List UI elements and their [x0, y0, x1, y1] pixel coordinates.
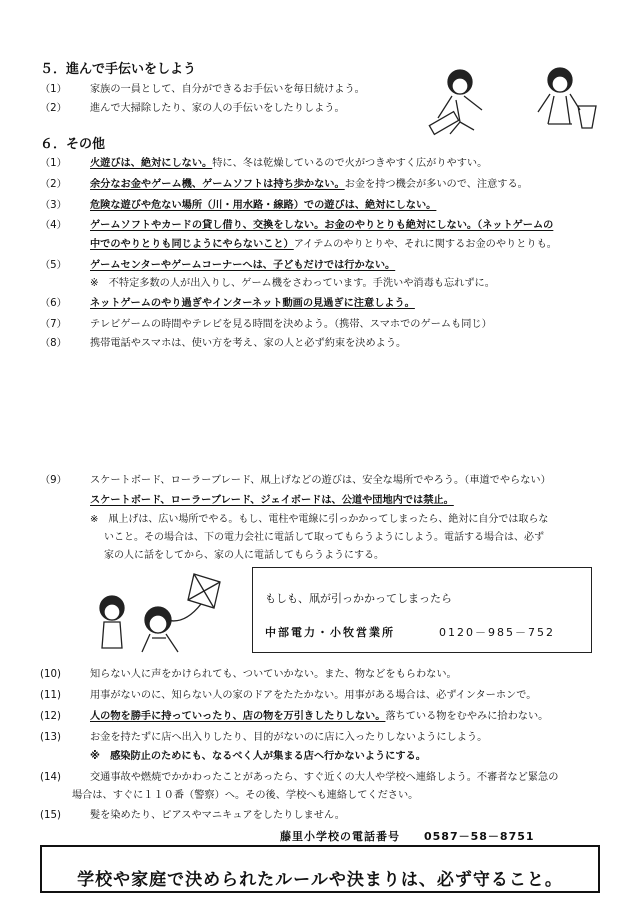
rule-banner — [40, 845, 600, 893]
contact-line1: もしも、凧が引っかかってしまったら — [265, 592, 452, 605]
contact-box — [252, 567, 592, 653]
kite-note-3: 家の人に話をしてから、家の人に電話してもらうようにする。 — [104, 550, 384, 561]
kids-helping-illustration — [420, 60, 610, 140]
contact-phone: 0120－985－752 — [439, 626, 555, 639]
section5-heading: ５．進んで手伝いをしよう — [40, 62, 197, 77]
section6-heading: ６．その他 — [40, 137, 106, 152]
rule-text: 学校や家庭で決められたルールや決まりは、必ず守ること。 — [77, 870, 563, 890]
school-phone-number: 藤里小学校の電話番号 0587－58－8751 — [280, 830, 535, 843]
kite-kids-illustration — [82, 568, 242, 658]
kite-note-1: ※ 凧上げは、広い場所でやる。もし、電柱や電線に引っかかってしまったら、絶対に自分では取らな — [90, 514, 549, 525]
document-page: ５．進んで手伝いをしよう （1） 家族の一員として、自分ができるお手伝いを毎日続けよう。 （2） 進んで大掃除したり、家の人の手伝いをしたりしよう。 ６．その他 （1） 火遊びは、絶対にしない。特に、冬は乾燥しているので火がつきやすく広がりやすい。 （2） 余分なお金やゲーム機、ゲームソフトは持ち歩かない。お金を持つ機会が多いので、注意する。 （3） 危険な遊びや危ない場所（川・用水路・線路）での遊びは、絶対にしない。 （4） ゲームソフトやカードの貸し借り、交換をしない。お金のやりとりも絶対にしない。（ネットゲームの 中でのやりとりも同じようにやらないこと）アイテムのやりとりや、それに関するお金のやりとりも。 （5） ゲームセンターやゲームコーナーへは、子どもだけでは行かない。 ※ 不特定多数の人が出入りし、ゲーム機をさわっています。手洗いや消毒も忘れずに。 （6） ネットゲームのやり過ぎやインターネット動画の見過ぎに注意しよう。 （7） テレビゲームの時間やテレビを見る時間を決めよう。（携帯、スマホでのゲームも同じ） （8） 携帯電話やスマホは、使い方を考え、家の人と必ず約束を決めよう。 （9） スケートボード、ローラーブレード、凧上げなどの遊びは、安全な場所でやろう。（車道でやらない） スケートボード、ローラーブレード、ジェイボードは、公道や団地内では禁止。 ※ 凧上げは、広い場所でやる。もし、電柱や電線に引っかかってしまったら、絶対に自分では取らな いこと。その場合は、下の電力会社に電話して取ってもらうようにしよう。電話する場合は、必ず 家の人に話をしてから、家の人に電話してもらうようにする。 もしも、凧が引っかかってしまったら 中部電力・小牧営業所 0120－985－752 (10) 知らない人に声をかけられても、ついていかない。また、物などをもらわない。 (11) 用事がないのに、知らない人の家のドアをたたかない。用事がある場合は、必ずインターホンで。 (12) 人の物を勝手に持っていったり、店の物を万引きしたりしない。落ちている物をむやみに拾わない。 (13) お金を持たずに店へ出入りしたり、目的がないのに店に入ったりしないようにしよう。 ※ 感染防止のためにも、なるべく人が集まる店へ行かないようにする。 (14) 交通事故や燃焼でかかわったことがあったら、すぐ近くの大人や学校へ連絡しよう。不審者など緊急の 場合は、すぐに１１０番（警察）へ。その後、学校へも連絡してください。 (15) 髪を染めたり、ピアスやマニキュアをしたりしません。 藤里小学校の電話番号 0587－58－8751 学校や家庭で決められたルールや決まりは、必ず守ること。 — [0, 0, 640, 906]
kite-note-2: いこと。その場合は、下の電力会社に電話して取ってもらうようにしよう。電話する場合は、必ず — [104, 532, 544, 543]
contact-company: 中部電力・小牧営業所 — [265, 626, 395, 639]
